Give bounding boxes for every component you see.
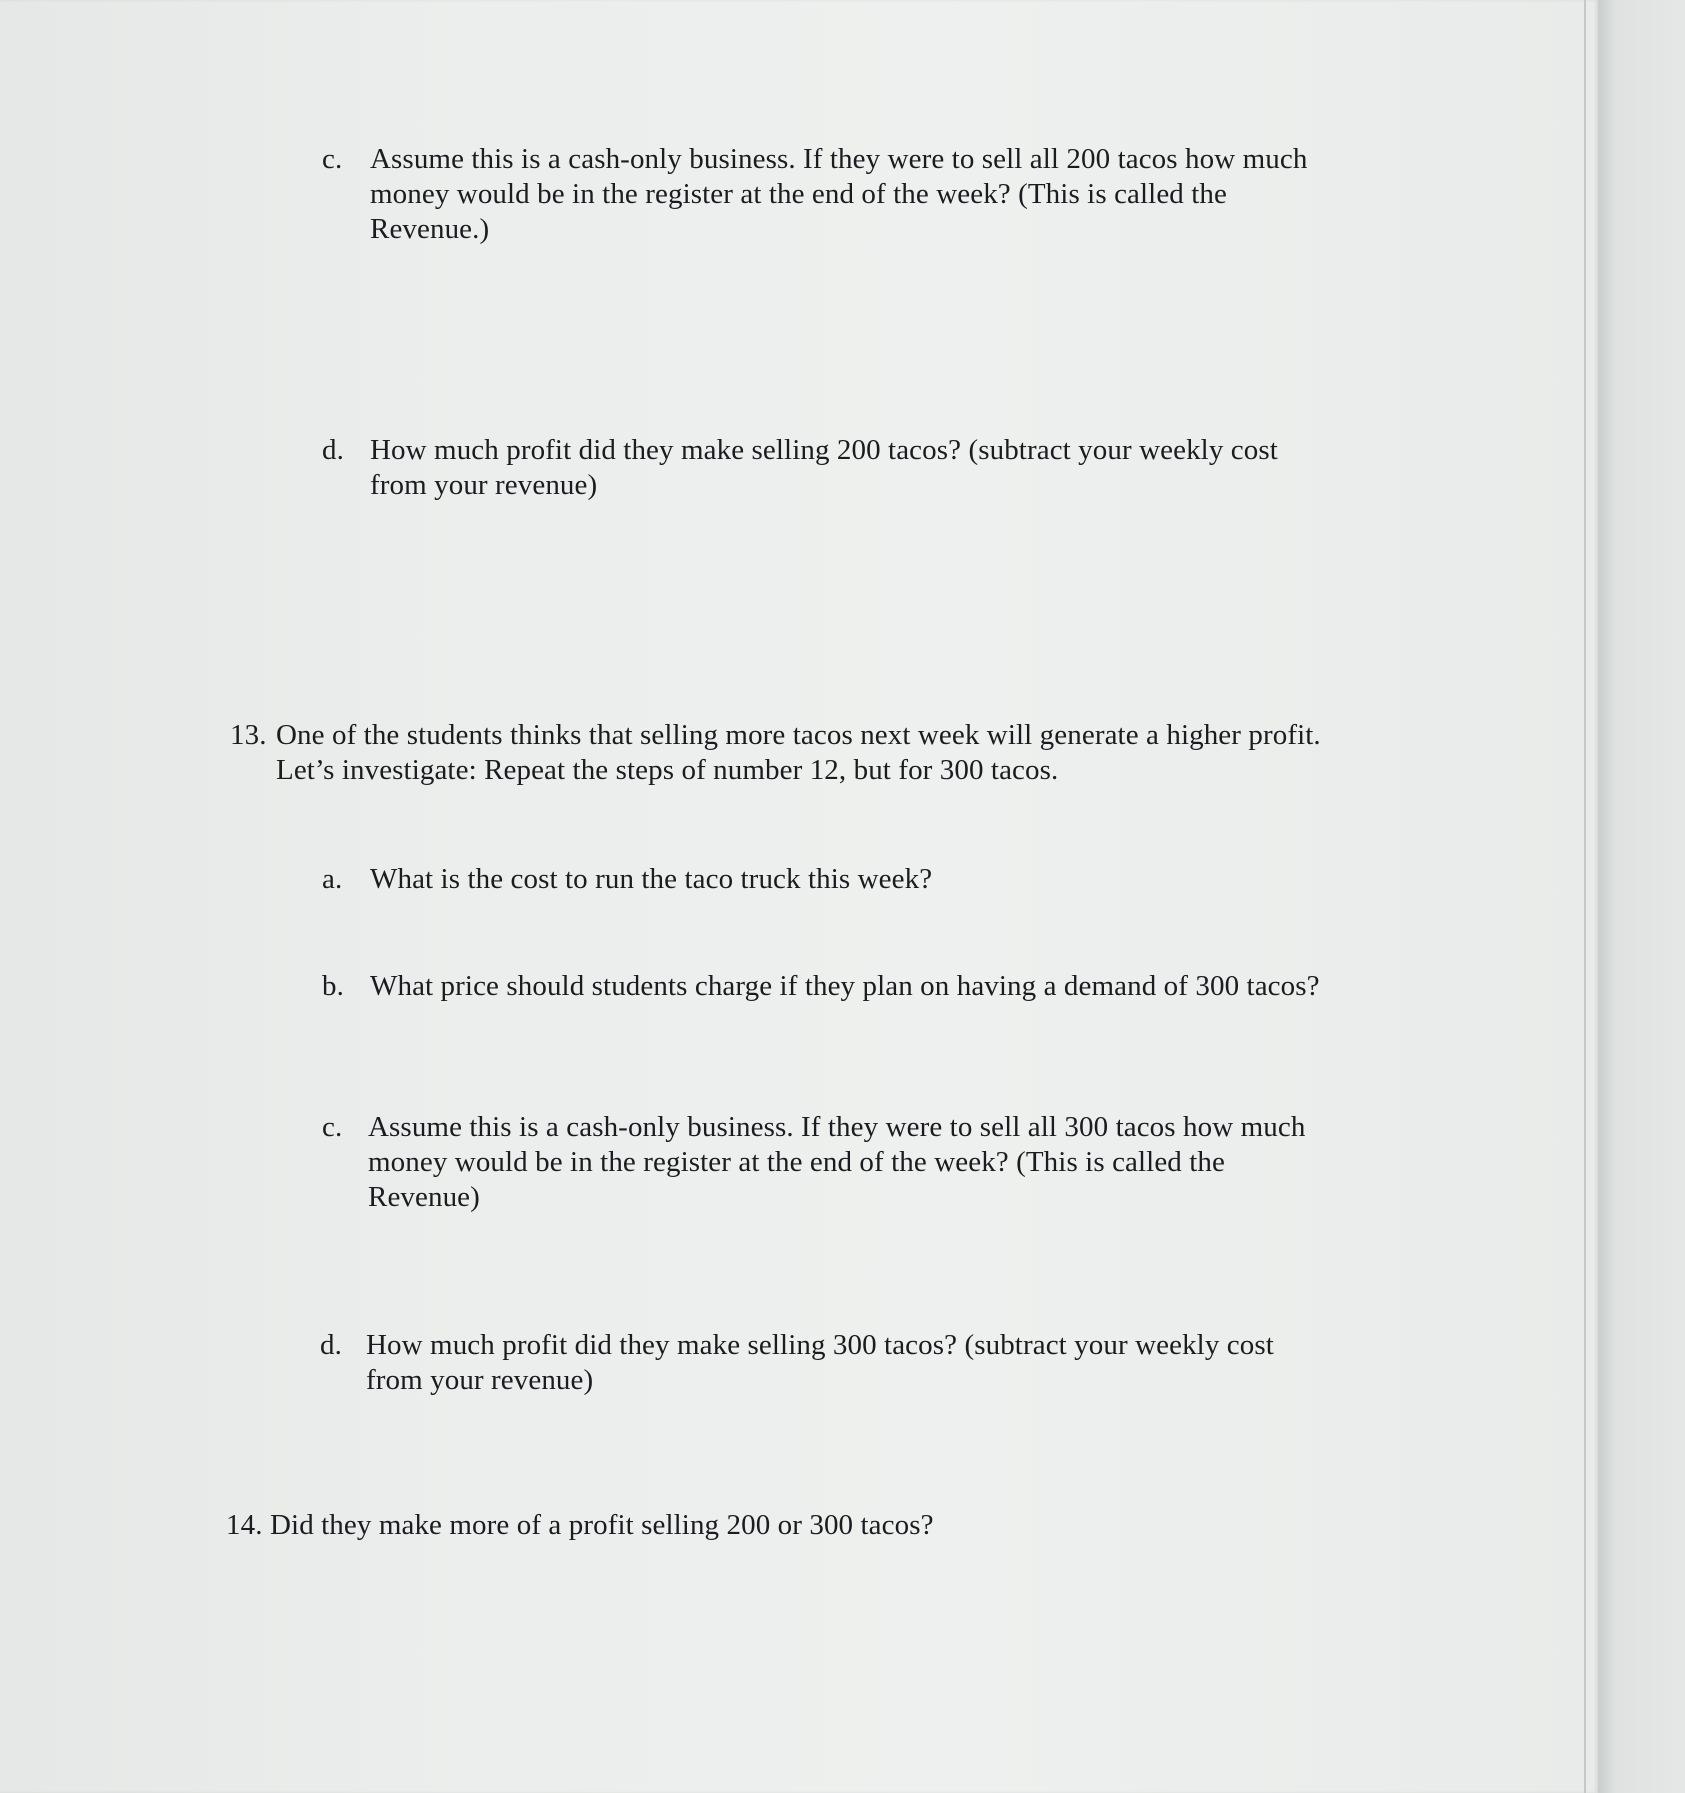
text-line: from your revenue) (366, 1364, 594, 1396)
text-line: Revenue) (368, 1181, 480, 1213)
item-text (270, 1508, 934, 1543)
text-line: money would be in the register at the end of the week? (This is called the (370, 178, 1227, 210)
item-text (370, 142, 1307, 247)
item-text (370, 862, 932, 897)
text-line: Assume this is a cash-only business. If they were to sell all 300 tacos how much (368, 1111, 1306, 1143)
text-line: money would be in the register at the end of the week? (This is called the (368, 1146, 1225, 1178)
text-line: Revenue.) (370, 213, 490, 245)
text-line: How much profit did they make selling 200 tacos? (subtract your weekly cost (370, 434, 1278, 466)
item-marker: 13. (230, 719, 267, 751)
text-line: How much profit did they make selling 300 tacos? (subtract your weekly cost (366, 1329, 1274, 1361)
text-line: What price should students charge if they plan on having a demand of 300 tacos? (370, 970, 1320, 1002)
text-line: Assume this is a cash-only business. If they were to sell all 200 tacos how much (370, 143, 1308, 175)
text-line: Let’s investigate: Repeat the steps of number 12, but for 300 tacos. (276, 754, 1059, 786)
item-marker: d. (320, 1329, 342, 1361)
item-marker: c. (322, 1111, 343, 1143)
page-edge (1584, 0, 1586, 1793)
text-line: What is the cost to run the taco truck this week? (370, 863, 933, 895)
item-marker: d. (322, 434, 344, 466)
text-line: One of the students thinks that selling more tacos next week will generate a higher profit. (276, 719, 1321, 751)
item-text (368, 1110, 1305, 1215)
item-text (366, 1328, 1274, 1398)
item-marker: b. (322, 970, 344, 1002)
page-margin-background (1598, 0, 1685, 1793)
item-marker: 14. (226, 1509, 263, 1541)
item-text (276, 718, 1321, 788)
item-text (370, 433, 1278, 503)
text-line: from your revenue) (370, 469, 598, 501)
item-marker: a. (322, 863, 343, 895)
text-line: Did they make more of a profit selling 200 or 300 tacos? (270, 1509, 934, 1541)
item-marker: c. (322, 143, 343, 175)
item-text (370, 969, 1320, 1004)
